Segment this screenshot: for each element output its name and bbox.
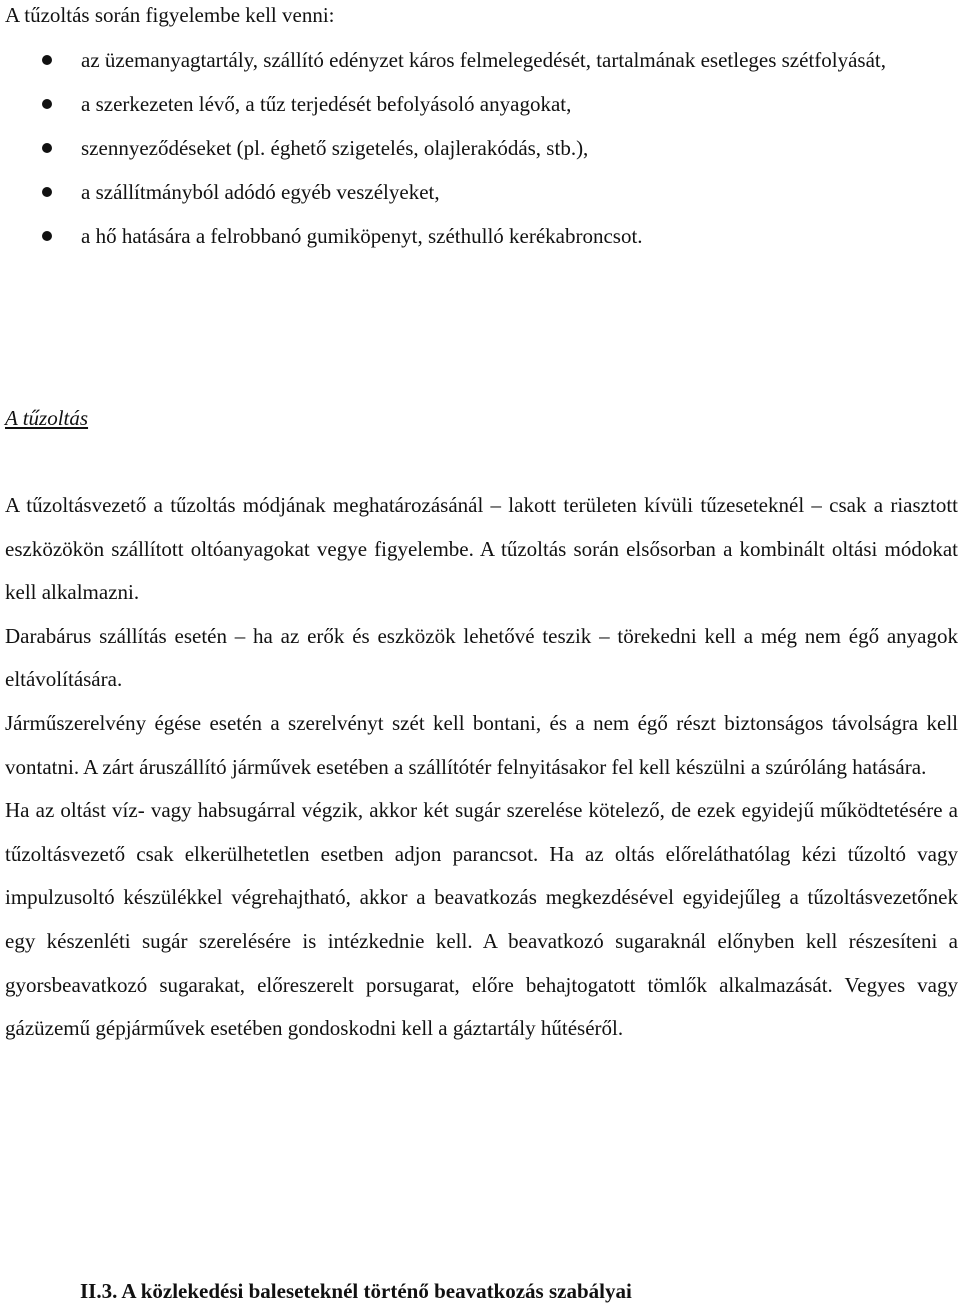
list-item-text: a szállítmányból adódó egyéb veszélyeket,: [81, 180, 440, 204]
bullet-icon: [42, 99, 52, 109]
list-item-text: az üzemanyagtartály, szállító edényzet káros felmelegedését, tartalmának esetleges szétfolyását,: [81, 48, 887, 72]
list-item-text: szennyeződéseket (pl. éghető szigetelés, olajlerakódás, stb.),: [81, 136, 589, 160]
list-item: [5, 126, 958, 170]
bullet-icon: [42, 187, 52, 197]
body-text: [5, 484, 958, 1051]
paragraph: Ha az oltást víz- vagy habsugárral végzik, akkor két sugár szerelése kötelező, de ezek egyidejű működtetésére a tűzoltásvezető csak elkerülhetetlen esetben adjon parancsot. Ha az oltás előreláthatólag kézi tűzoltó vagy impulzusoltó készülékkel végrehajtható, akkor a beavatkozás megkezdésével egyidejűleg a tűzoltásvezetőnek egy készenléti sugár szerelésére is intézkednie kell. A beavatkozó sugaraknál előnyben kell részesíteni a gyorsbeavatkozó sugarakat, előreszerelt porsugarat, előre behajtogatott tömlők alkalmazását. Vegyes vagy gázüzemű gépjárművek esetében gondoskodni kell a gáztartály hűtéséről.: [5, 798, 958, 1041]
list-item-text: a szerkezeten lévő, a tűz terjedését befolyásoló anyagokat,: [81, 92, 572, 116]
bullet-icon: [42, 55, 52, 65]
list-item: [5, 214, 958, 258]
chapter-heading: II.3. A közlekedési baleseteknél történő beavatkozás szabályai: [80, 1279, 632, 1303]
list-item: [5, 170, 958, 214]
bullet-icon: [42, 231, 52, 241]
intro-line: A tűzoltás során figyelembe kell venni:: [5, 3, 335, 27]
list-item: [5, 38, 958, 82]
paragraph: Járműszerelvény égése esetén a szerelvényt szét kell bontani, és a nem égő részt biztonságos távolságra kell vontatni. A zárt áruszállító járművek esetében a szállítótér felnyitásakor fel kell készülni a szúróláng hatására.: [5, 710, 958, 779]
paragraph: A tűzoltásvezető a tűzoltás módjának meghatározásánál – lakott területen kívüli tűzeseteknél – csak a riasztott eszközökön szállított oltóanyagokat vegye figyelembe. A tűzoltás során elsősorban a kombinált oltási módokat kell alkalmazni.: [5, 493, 958, 605]
considerations-list: [5, 38, 958, 258]
bullet-icon: [42, 143, 52, 153]
list-item: [5, 82, 958, 126]
list-item-text: a hő hatására a felrobbanó gumiköpenyt, széthulló kerékabroncsot.: [81, 224, 643, 248]
section-title: A tűzoltás: [5, 406, 89, 430]
paragraph: Darabárus szállítás esetén – ha az erők és eszközök lehetővé teszik – törekedni kell a még nem égő anyagok eltávolítására.: [5, 623, 958, 692]
